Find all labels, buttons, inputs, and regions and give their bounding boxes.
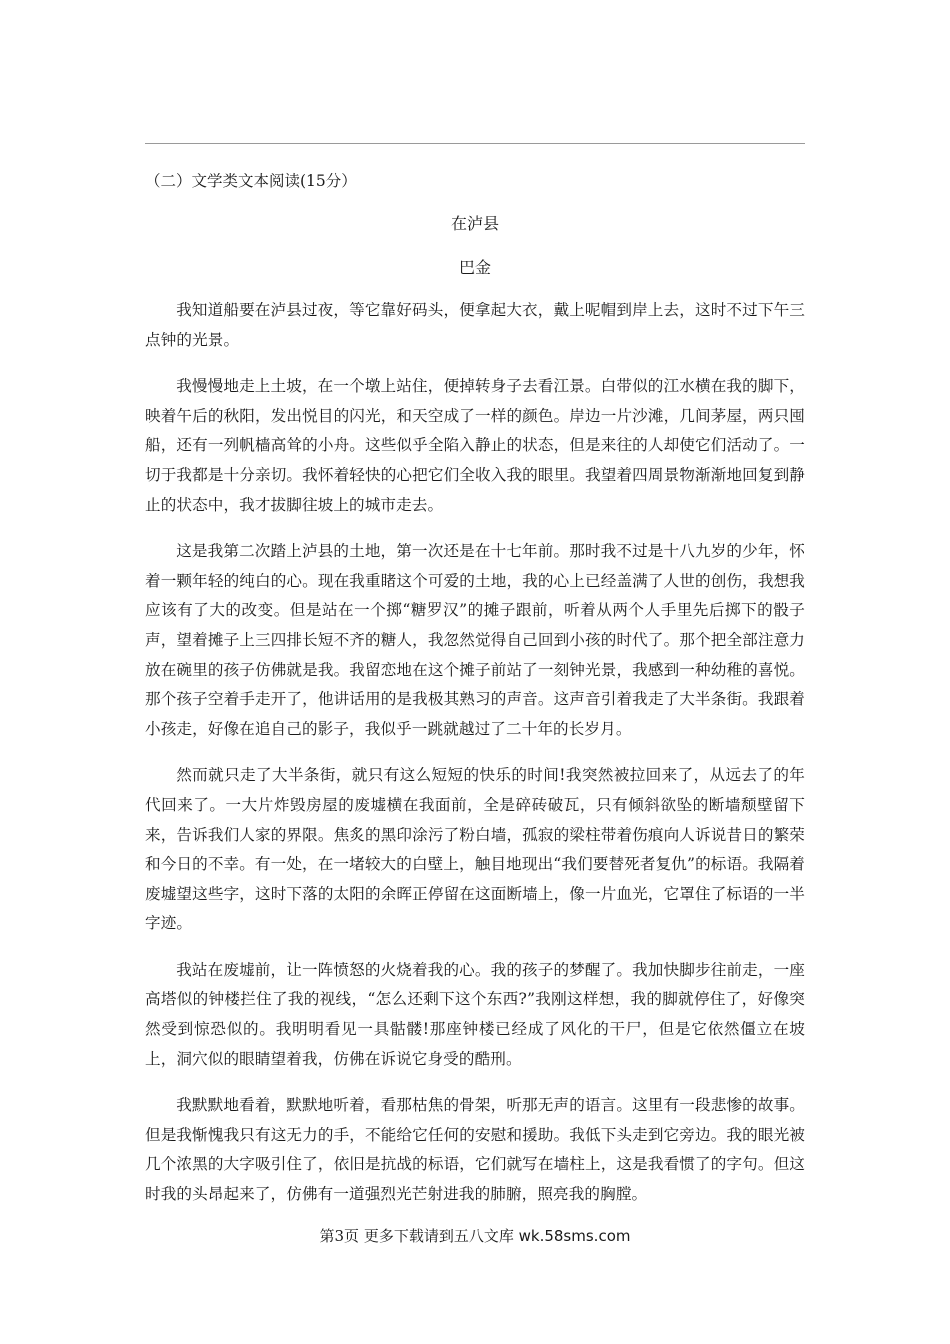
paragraph-4: 然而就只走了大半条街，就只有这么短短的快乐的时间!我突然被拉回来了，从远去了的年代回来了。一大片炸毁房屋的废墟横在我面前，全是碎砖破瓦，只有倾斜欲坠的断墙颓壁留下来，告诉我们人家的界限。焦炙的黑印涂污了粉白墙，孤寂的梁柱带着伤痕向人诉说昔日的繁荣和今日的不幸。有一处，在一堵较大的白壁上，触目地现出“我们要替死者复仇”的标语。我隔着废墟望这些字，这时下落的太阳的余晖正停留在这面断墙上，像一片血光，它罩住了标语的一半字迹。 [145, 766, 805, 933]
paragraph-2: 我慢慢地走上土坡，在一个墩上站住，便掉转身子去看江景。白带似的江水横在我的脚下，映着午后的秋阳，发出悦目的闪光，和天空成了一样的颜色。岸边一片沙滩，几间茅屋，两只囤船，还有一列帆樯高耸的小舟。这些似乎全陷入静止的状态，但是来往的人却使它们活动了。一切于我都是十分亲切。我怀着轻快的心把它们全收入我的眼里。我望着四周景物渐渐地回复到静止的状态中，我才拔脚往坡上的城市走去。 [145, 377, 805, 514]
footer-page-text: 第3页 更多下载请到五八文库 [319, 1227, 514, 1245]
article-title: 在泸县 [450, 214, 499, 233]
paragraph-1: 我知道船要在泸县过夜，等它靠好码头，便拿起大衣，戴上呢帽到岸上去，这时不过下午三点钟的光景。 [145, 301, 805, 349]
paragraph-3: 这是我第二次踏上泸县的土地，第一次还是在十七年前。那时我不过是十八九岁的少年，怀着一颗年轻的纯白的心。现在我重睹这个可爱的土地，我的心上已经盖满了人世的创伤，我想我应该有了大的改变。但是站在一个掷“糖罗汉”的摊子跟前，听着从两个人手里先后掷下的骰子声，望着摊子上三四排长短不齐的糖人，我忽然觉得自己回到小孩的时代了。那个把全部注意力放在碗里的孩子仿佛就是我。我留恋地在这个摊子前站了一刻钟光景，我感到一种幼稚的喜悦。那个孩子空着手走开了，他讲话用的是我极其熟习的声音。这声音引着我走了大半条街。我跟着小孩走，好像在追自己的影子，我似乎一跳就越过了二十年的长岁月。 [145, 542, 805, 738]
paragraph-5: 我站在废墟前，让一阵愤怒的火烧着我的心。我的孩子的梦醒了。我加快脚步往前走，一座高塔似的钟楼拦住了我的视线，“怎么还剩下这个东西?”我刚这样想，我的脚就停住了，好像突然受到惊恐似的。我明明看见一具骷髅!那座钟楼已经成了风化的干尸，但是它依然僵立在坡上，洞穴似的眼睛望着我，仿佛在诉说它身受的酷刑。 [145, 960, 805, 1068]
article-author: 巴金 [458, 258, 491, 277]
article-body [145, 296, 805, 1227]
footer-site-link[interactable]: wk.58sms.com [518, 1227, 631, 1245]
page-footer [0, 1224, 950, 1248]
header-rule [145, 143, 805, 144]
section-heading: （二）文学类文本阅读(15分） [145, 172, 357, 190]
paragraph-6: 我默默地看着，默默地听着，看那枯焦的骨架，听那无声的语言。这里有一段悲惨的故事。但是我惭愧我只有这无力的手，不能给它任何的安慰和援助。我低下头走到它旁边。我的眼光被几个浓黑的大字吸引住了，依旧是抗战的标语，它们就写在墙柱上，这是我看惯了的字句。但这时我的头昂起来了，仿佛有一道强烈光芒射进我的肺腑，照亮我的胸膛。 [145, 1096, 805, 1204]
